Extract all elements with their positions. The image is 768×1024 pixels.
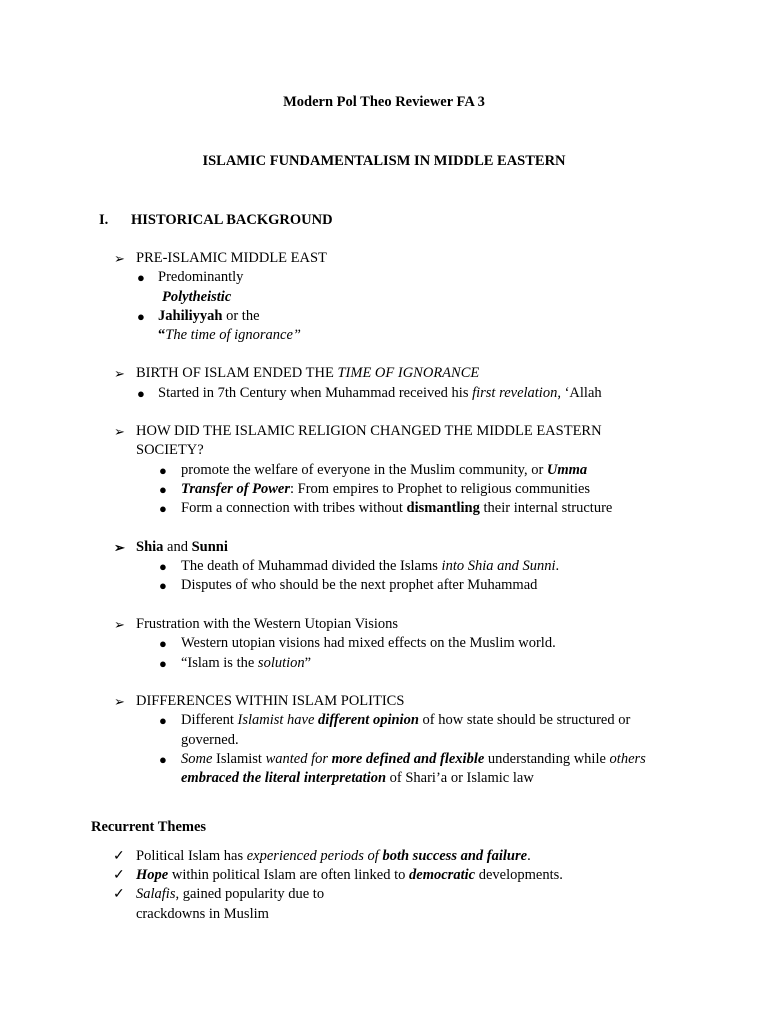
document-subtitle: ISLAMIC FUNDAMENTALISM IN MIDDLE EASTERN — [202, 153, 566, 169]
arrow-bullet-icon: ➢ — [114, 540, 125, 555]
list-item: Jahiliyyah or the — [158, 308, 260, 324]
heading-shia-sunni: Shia and Sunni — [136, 539, 228, 555]
section-title: HISTORICAL BACKGROUND — [131, 212, 333, 228]
list-item-continuation: crackdowns in Muslim — [136, 906, 269, 922]
list-item: Predominantly — [158, 269, 244, 285]
bullet-icon: ● — [137, 309, 145, 324]
list-item: Transfer of Power: From empires to Prophet to religious communities — [181, 481, 591, 497]
list-item: Salafis, gained popularity due to — [136, 886, 325, 902]
list-item: Started in 7th Century when Muhammad received his first revelation, ‘Allah — [158, 385, 602, 401]
list-item: Disputes of who should be the next prophet after Muhammad — [181, 577, 538, 593]
bullet-icon: ● — [159, 559, 167, 574]
list-item: Different Islamist have different opinion of how state should be structured or — [181, 712, 631, 728]
list-item-continuation: governed. — [181, 732, 239, 748]
arrow-bullet-icon: ➢ — [114, 366, 125, 381]
document-title: Modern Pol Theo Reviewer FA 3 — [283, 94, 485, 110]
section-number: I. — [99, 212, 109, 228]
bullet-icon: ● — [159, 713, 167, 728]
list-item: The death of Muhammad divided the Islams into Shia and Sunni. — [181, 558, 560, 574]
heading-frustration: Frustration with the Western Utopian Visions — [136, 616, 399, 632]
list-item: Some Islamist wanted for more defined and flexible understanding while others — [181, 751, 646, 767]
checkmark-icon: ✓ — [113, 887, 125, 902]
bullet-icon: ● — [159, 636, 167, 651]
bullet-icon: ● — [159, 482, 167, 497]
bullet-icon: ● — [137, 270, 145, 285]
arrow-bullet-icon: ➢ — [114, 251, 125, 266]
arrow-bullet-icon: ➢ — [114, 424, 125, 439]
bullet-icon: ● — [159, 656, 167, 671]
bullet-icon: ● — [159, 463, 167, 478]
heading-birth-of-islam: BIRTH OF ISLAM ENDED THE TIME OF IGNORANCE — [136, 365, 480, 381]
list-item-continuation: embraced the literal interpretation of Shari’a or Islamic law — [181, 770, 534, 786]
list-item: promote the welfare of everyone in the Muslim community, or Umma — [181, 462, 588, 478]
list-item: Political Islam has experienced periods of both success and failure. — [136, 848, 531, 864]
list-item: “Islam is the solution” — [181, 655, 312, 671]
heading-differences: DIFFERENCES WITHIN ISLAM POLITICS — [136, 693, 405, 709]
bullet-icon: ● — [159, 501, 167, 516]
arrow-bullet-icon: ➢ — [114, 617, 125, 632]
bullet-icon: ● — [159, 752, 167, 767]
arrow-bullet-icon: ➢ — [114, 694, 125, 709]
heading-recurrent-themes: Recurrent Themes — [91, 819, 207, 835]
checkmark-icon: ✓ — [113, 849, 125, 864]
heading-how-did-continuation: SOCIETY? — [136, 442, 204, 458]
list-item: Hope within political Islam are often linked to democratic developments. — [136, 867, 563, 883]
heading-how-did: HOW DID THE ISLAMIC RELIGION CHANGED THE MIDDLE EASTERN — [136, 423, 602, 439]
heading-pre-islamic: PRE-ISLAMIC MIDDLE EAST — [136, 250, 327, 266]
list-item: Form a connection with tribes without dismantling their internal structure — [181, 500, 613, 516]
bullet-icon: ● — [159, 578, 167, 593]
bullet-icon: ● — [137, 386, 145, 401]
list-item-continuation: Polytheistic — [162, 289, 232, 305]
list-item-continuation: “The time of ignorance” — [158, 327, 301, 343]
list-item: Western utopian visions had mixed effects on the Muslim world. — [181, 635, 556, 651]
checkmark-icon: ✓ — [113, 868, 125, 883]
